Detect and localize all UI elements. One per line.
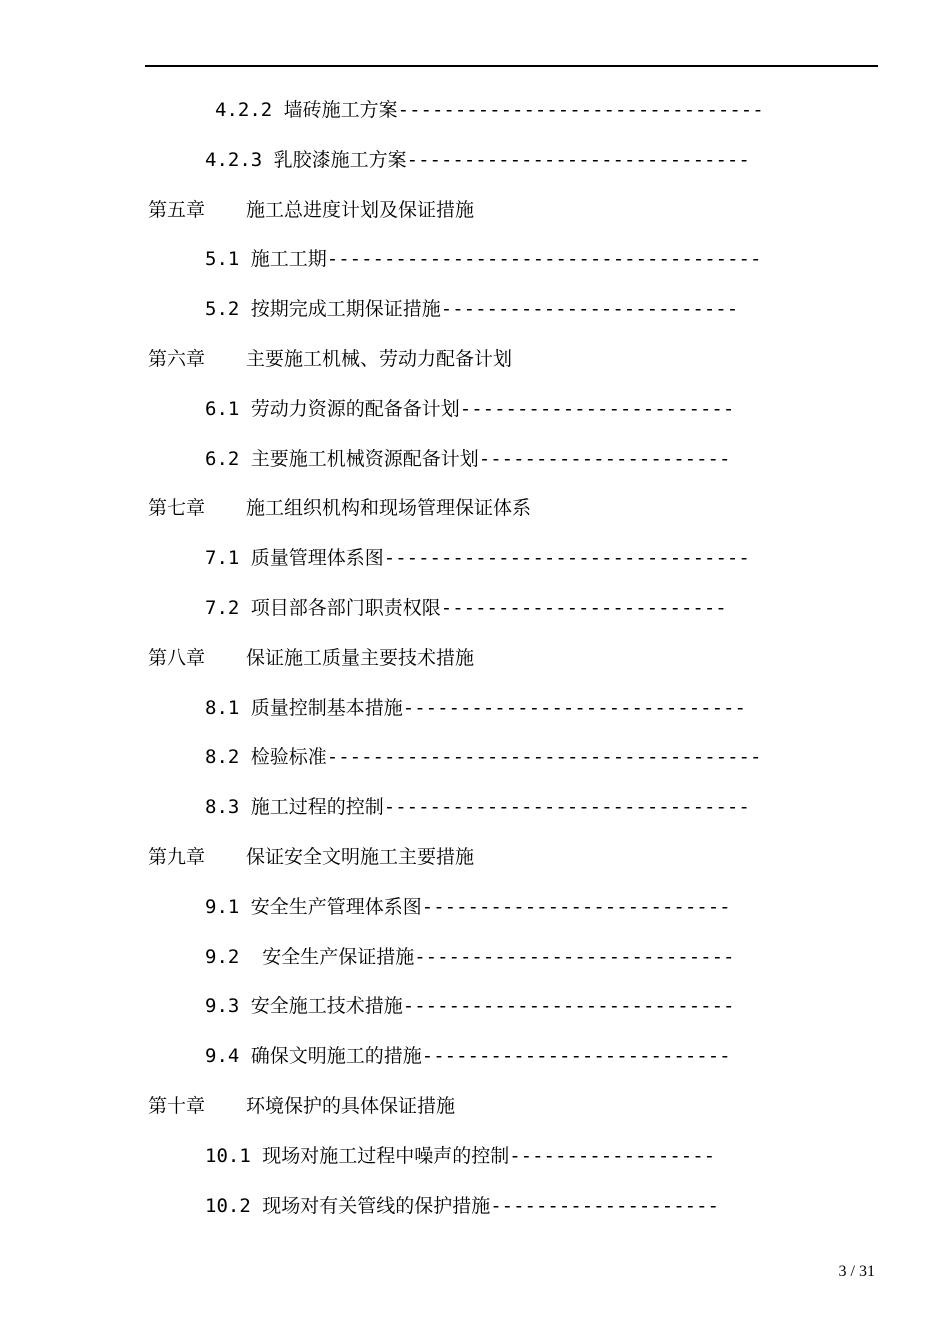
section-entry: 9.1 安全生产管理体系图--------------------------- <box>205 895 731 918</box>
header-rule <box>145 65 878 67</box>
section-entry: 7.2 项目部各部门职责权限------------------------- <box>205 597 727 619</box>
toc-section[interactable] <box>205 135 750 185</box>
section-entry: 8.2 检验标准-------------------------------------- <box>205 746 762 769</box>
chapter-number: 第九章 <box>148 846 206 868</box>
chapter-title: 环境保护的具体保证措施 <box>246 1095 456 1117</box>
chapter-number: 第八章 <box>148 646 206 669</box>
chapter-number: 第七章 <box>148 497 206 520</box>
section-entry: 8.1 质量控制基本措施------------------------------ <box>205 696 746 719</box>
section-entry: 9.3 安全施工技术措施----------------------------- <box>205 995 735 1018</box>
toc-chapter[interactable] <box>148 832 474 882</box>
section-entry: 4.2.2 墙砖施工方案-------------------------------- <box>215 99 764 121</box>
chapter-title: 施工总进度计划及保证措施 <box>246 198 475 221</box>
toc-section[interactable] <box>205 732 761 782</box>
chapter-number: 第五章 <box>148 198 206 221</box>
page-number: 3 / 31 <box>838 1263 875 1280</box>
toc-chapter[interactable] <box>148 633 474 683</box>
section-entry: 9.2 安全生产保证措施---------------------------- <box>205 945 735 968</box>
section-entry: 6.1 劳动力资源的配备备计划------------------------ <box>205 397 735 420</box>
toc-section[interactable] <box>205 932 735 982</box>
section-entry: 10.1 现场对施工过程中噪声的控制------------------ <box>205 1144 716 1167</box>
toc-section[interactable] <box>205 384 734 434</box>
toc-chapter[interactable] <box>148 483 531 533</box>
section-entry: 4.2.3 乳胶漆施工方案------------------------------ <box>205 148 750 171</box>
chapter-title: 施工组织机构和现场管理保证体系 <box>246 497 532 520</box>
chapter-title: 保证施工质量主要技术措施 <box>246 646 475 669</box>
chapter-number: 第六章 <box>148 348 206 370</box>
toc-chapter[interactable] <box>148 185 474 235</box>
section-entry: 5.1 施工工期-------------------------------------- <box>205 248 762 271</box>
section-entry: 7.1 质量管理体系图-------------------------------- <box>205 547 750 570</box>
toc-section[interactable] <box>205 882 731 932</box>
section-entry: 5.2 按期完成工期保证措施-------------------------- <box>205 298 739 321</box>
toc-section[interactable] <box>205 234 761 284</box>
toc-section[interactable] <box>205 284 738 334</box>
chapter-number: 第十章 <box>148 1095 206 1117</box>
toc-section[interactable] <box>205 782 750 832</box>
section-entry: 10.2 现场对有关管线的保护措施-------------------- <box>205 1194 719 1217</box>
toc-section[interactable] <box>205 533 750 583</box>
toc-section[interactable] <box>205 434 730 484</box>
toc-section[interactable] <box>205 683 746 733</box>
section-entry: 6.2 主要施工机械资源配备计划---------------------- <box>205 447 731 470</box>
chapter-title: 保证安全文明施工主要措施 <box>246 846 475 868</box>
toc-section[interactable] <box>205 1131 715 1181</box>
chapter-title: 主要施工机械、劳动力配备计划 <box>246 348 513 370</box>
toc-section[interactable] <box>205 1181 719 1231</box>
toc-section[interactable] <box>205 1031 731 1081</box>
toc-section[interactable] <box>205 981 735 1031</box>
toc-section[interactable] <box>215 85 764 135</box>
section-entry: 8.3 施工过程的控制-------------------------------- <box>205 796 750 819</box>
toc-chapter[interactable] <box>148 1081 455 1131</box>
toc-chapter[interactable] <box>148 334 512 384</box>
section-entry: 9.4 确保文明施工的措施--------------------------- <box>205 1045 731 1068</box>
toc-section[interactable] <box>205 583 727 633</box>
